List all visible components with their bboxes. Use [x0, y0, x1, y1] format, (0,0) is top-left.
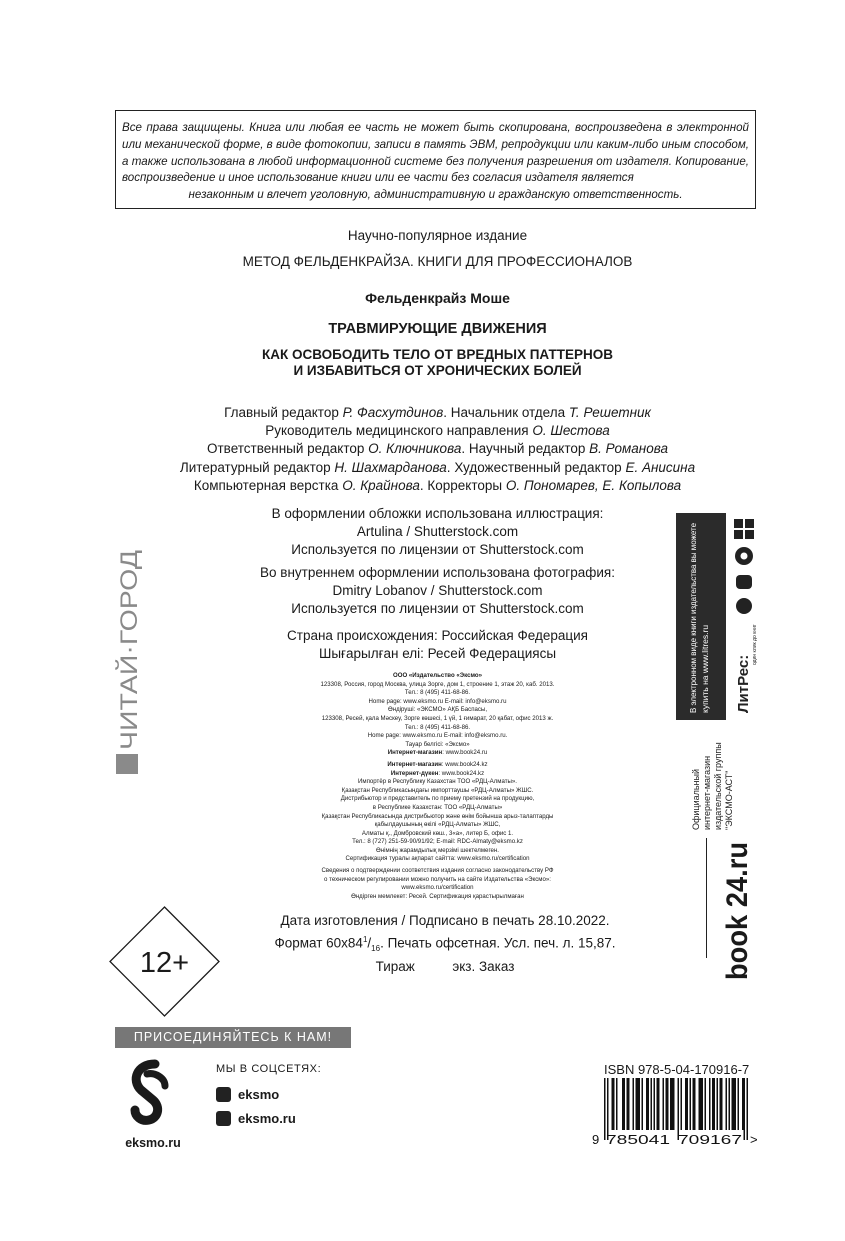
isbn: ISBN 978-5-04-170916-7	[604, 1062, 750, 1077]
age-rating-text: 12+	[139, 947, 190, 979]
barcode-bar	[658, 1078, 660, 1130]
litres-text-2: купить на www.litres.ru	[700, 624, 710, 713]
barcode-digits-2: 709167	[678, 1132, 742, 1146]
book-subtitle	[0, 347, 845, 379]
barcode-bar	[699, 1078, 701, 1130]
imprint-line: Home page: www.eksmo.ru E-mail: info@eksmo.ru.	[367, 732, 508, 740]
book24-logo	[715, 838, 755, 988]
barcode-bar	[690, 1078, 692, 1130]
shop-line	[250, 761, 625, 770]
barcode-bar	[735, 1078, 737, 1130]
barcode-bar	[624, 1078, 626, 1130]
imprint-line: 123308, Ресей, қала Мәскеу, Зорге көшесі, 1 үй, 1 ғимарат, 20 қабат, офис 2013 ж.	[321, 714, 554, 722]
illustration-line: Во внутреннем оформлении использована фотография:	[260, 564, 615, 580]
imprint-line: Home page: www.eksmo.ru E-mail: info@eksmo.ru	[368, 697, 507, 705]
barcode-bar	[654, 1078, 656, 1130]
social-ok[interactable]	[216, 1111, 296, 1126]
barcode-bar	[636, 1078, 638, 1130]
imprint-line: Сертификация туралы ақпарат сайтта: www.eksmo.ru/certification	[345, 855, 530, 863]
rights-text: Все права защищены. Книга или любая ее часть не может быть скопирована, воспроизведена в электронной или механической форме, в виде фотокопии, записи в память ЭВМ, репродукции или каким-либо иным способом, а также использована в любой информационной системе без получения разрешения от издателя. Копирование, воспроизведение и иное использование книги или ее части без согласия издателя является	[122, 121, 749, 185]
imprint-line: Алматы қ., Домбровский көш., 3«а», литер Б, офис 1.	[361, 829, 514, 837]
imprint-line: Өндірген мемлекет: Ресей. Сертификация қарастырылмаған	[351, 892, 524, 900]
barcode-bar	[612, 1078, 614, 1130]
shop-line	[250, 749, 625, 758]
barcode-bar	[720, 1078, 722, 1130]
barcode-bar	[670, 1078, 672, 1130]
credit-label: Литературный редактор	[179, 459, 331, 475]
book-title: ТРАВМИРУЮЩИЕ ДВИЖЕНИЯ	[328, 321, 547, 337]
credit-person: Р. Фасхутдинов	[342, 405, 444, 420]
barcode-bar	[628, 1078, 630, 1130]
credit-label: Начальник отдела	[450, 405, 566, 420]
chitai-mark	[116, 754, 138, 774]
official-shop-text	[687, 742, 747, 832]
credit-label: Корректоры	[427, 477, 503, 493]
official-line: "ЭКСМО-АСТ"	[724, 770, 734, 830]
barcode-bar	[663, 1078, 665, 1130]
imprint-line: 123308, Россия, город Москва, улица Зорге, дом 1, строение 1, этаж 20, каб. 2013.	[320, 680, 555, 688]
imprint-line: қабылдаушының өкілі «РДЦ-Алматы» ЖШС,	[374, 821, 501, 829]
illustration-line: Artulina / Shutterstock.com	[356, 524, 519, 540]
barcode-bar	[648, 1078, 650, 1130]
imprint-line: Тел.: 8 (727) 251-59-90/91/92; E-mail: RDC-Almaty@eksmo.kz	[352, 838, 523, 846]
barcode-bar	[733, 1078, 735, 1130]
credit-person: О. Ключникова	[368, 441, 462, 457]
official-line: издательской группы	[713, 742, 723, 830]
imprint-line: Сведения о подтверждении соответствия издания согласно законодательству РФ	[321, 867, 554, 875]
author-name: Фельденкрайз Моше	[365, 290, 510, 306]
imprint-line: о техническом регулировании можно получить на сайте Издательства «Эксмо»:	[324, 875, 551, 883]
android-icon	[736, 575, 752, 589]
credit-line: Ответственный редактор О. Ключникова. Научный редактор В. Романова	[207, 441, 668, 457]
chitai-gorod-logo	[112, 548, 142, 778]
ok-icon	[216, 1111, 231, 1126]
barcode-bar	[642, 1078, 644, 1130]
barcode-bar	[709, 1078, 711, 1130]
format-suffix: . Печать офсетная. Усл. печ. л. 15,87.	[380, 935, 616, 950]
barcode-bar	[744, 1078, 746, 1140]
shop-line	[250, 770, 625, 779]
barcode-bar	[646, 1078, 648, 1130]
barcode-bar	[700, 1078, 702, 1130]
barcode-bar	[721, 1078, 723, 1130]
imprint-line: Импортёр в Республику Казахстан ТОО «РДЦ-Алматы».	[358, 778, 517, 786]
barcode-bar	[604, 1078, 606, 1140]
barcode-bar	[687, 1078, 689, 1130]
windows-icon	[734, 519, 743, 528]
barcode	[592, 1078, 762, 1146]
credit-person: В. Романова	[589, 441, 668, 457]
shop-url: : www.book24.ru	[442, 749, 488, 757]
shop-label: Интернет-магазин	[387, 749, 443, 757]
age-rating-badge	[109, 906, 220, 1017]
credit-person: Т. Решетник	[568, 405, 651, 420]
barcode-bar	[747, 1078, 749, 1140]
barcode-bar	[666, 1078, 668, 1130]
barcode-bar	[717, 1078, 719, 1130]
format-prefix: Формат 60x84	[274, 935, 363, 950]
barcode-bars	[604, 1078, 748, 1140]
apple-icon	[736, 598, 752, 614]
subtitle-line: КАК ОСВОБОДИТЬ ТЕЛО ОТ ВРЕДНЫХ ПАТТЕРНОВ	[261, 347, 614, 362]
barcode-bar	[732, 1078, 734, 1130]
litres-block	[676, 513, 758, 720]
barcode-bar	[673, 1078, 675, 1130]
shop-label: Интернет-дүкен	[390, 769, 439, 777]
credit-label: Главный редактор	[224, 405, 339, 420]
illustration-credits	[150, 505, 725, 618]
origin-line: Шығарылған елі: Ресей Федерациясы	[318, 646, 557, 662]
barcode-bar	[712, 1078, 714, 1130]
barcode-bar	[738, 1078, 740, 1130]
imprint-line: www.eksmo.ru/certification	[401, 884, 474, 892]
series-title: МЕТОД ФЕЛЬДЕНКРАЙЗА. КНИГИ ДЛЯ ПРОФЕССИОНАЛОВ	[242, 254, 633, 269]
imprint-line: Қазақстан Республикасындағы импорттаушы «РДЦ-Алматы» ЖШС.	[341, 786, 534, 794]
subtitle-line: И ИЗБАВИТЬСЯ ОТ ХРОНИЧЕСКИХ БОЛЕЙ	[293, 363, 582, 378]
vk-icon	[216, 1087, 231, 1102]
shop-label: Интернет-магазин	[387, 760, 442, 768]
barcode-bar	[622, 1078, 624, 1130]
credit-person: О. Шестова	[532, 423, 610, 439]
imprint-line: Өндіруші: «ЭКСМО» АҚБ Баспасы,	[387, 706, 488, 714]
format-line: Формат $60x84^1/_{16}$. Печать офсетная. Усл. печ. л. 15,87.	[274, 934, 616, 953]
barcode-bar	[681, 1078, 683, 1130]
ok-label: eksmo.ru	[238, 1111, 296, 1126]
format-sup: 1	[362, 934, 368, 944]
barcode-bar	[633, 1078, 635, 1130]
illustration-line: Dmitry Lobanov / Shutterstock.com	[332, 582, 543, 598]
barcode-digits-1: 785041	[606, 1132, 670, 1146]
credit-label: Научный редактор	[468, 441, 586, 457]
barcode-bar	[651, 1078, 653, 1130]
illustration-line: Используется по лицензии от Shutterstock.com	[291, 542, 584, 558]
social-vk[interactable]	[216, 1087, 279, 1102]
book24-text: book 24.ru	[721, 838, 754, 980]
illustration-line: В оформлении обложки использована иллюстрация:	[271, 506, 604, 521]
imprint-lines	[250, 867, 625, 901]
barcode-bar	[729, 1078, 731, 1130]
publisher-name	[250, 672, 625, 681]
barcode-bar	[693, 1078, 695, 1130]
chitai-gorod-text: ЧИТАЙ·ГОРОД	[116, 581, 142, 750]
barcode-bar	[702, 1078, 704, 1130]
credit-line: Главный редактор Р. Фасхутдинов. Начальник отдела Т. Решетник	[224, 405, 651, 420]
illustration-line: Используется по лицензии от Shutterstock.com	[291, 601, 584, 617]
barcode-bar	[607, 1078, 609, 1140]
credit-label: Компьютерная верстка	[193, 477, 339, 493]
credit-label: Ответственный редактор	[207, 441, 365, 457]
credit-person: О. Пономарев, Е. Копылова	[505, 477, 682, 493]
barcode-end: >	[750, 1132, 758, 1146]
shop-url: : www.book24.kz	[441, 760, 488, 768]
barcode-bar	[613, 1078, 615, 1130]
litres-tagline: один клик до книг	[752, 624, 758, 665]
imprint-line: Тауар белгісі: «Эксмо»	[405, 740, 470, 748]
barcode-bar	[616, 1078, 618, 1130]
imprint-line: Қазақстан Республикасында дистрибьютор және өнім бойынша арыз-талаптарды	[321, 812, 554, 820]
barcode-bar	[672, 1078, 674, 1130]
barcode-bar	[667, 1078, 669, 1130]
eksmo-url[interactable]: eksmo.ru	[125, 1136, 181, 1150]
rights-notice	[115, 110, 756, 209]
barcode-bar	[694, 1078, 696, 1130]
format-sub: 16	[371, 943, 381, 953]
shop-url: : www.book24.kz	[438, 769, 485, 777]
credit-label: Руководитель медицинского направления	[265, 423, 529, 439]
credit-line: Литературный редактор Н. Шахмарданова. Художественный редактор Е. Анисина	[179, 459, 696, 475]
imprint-line: Тел.: 8 (495) 411-68-86.	[404, 723, 471, 731]
barcode-bar	[657, 1078, 659, 1130]
credit-line	[120, 422, 755, 440]
barcode-bar	[714, 1078, 716, 1130]
date-line: Дата изготовления / Подписано в печать 28.10.2022.	[280, 913, 610, 928]
barcode-bar	[639, 1078, 641, 1130]
barcode-digit-first: 9	[592, 1132, 600, 1146]
litres-text-1: В электронном виде книги издательства вы можете	[689, 521, 698, 713]
barcode-bar	[742, 1078, 744, 1130]
imprint-line: в Республике Казахстан: ТОО «РДЦ-Алматы»	[372, 803, 503, 811]
barcode-bar	[726, 1078, 728, 1130]
vk-label: eksmo	[238, 1087, 280, 1102]
genre-label: Научно-популярное издание	[347, 228, 528, 243]
rights-last-line: незаконным и влечет уголовную, административную и гражданскую ответственность.	[188, 188, 683, 202]
imprint-lines	[250, 778, 625, 864]
social-heading: МЫ В СОЦСЕТЯХ:	[216, 1063, 322, 1075]
divider-line	[706, 838, 707, 958]
circulation-line: Тираж экз. Заказ	[375, 959, 515, 975]
credit-person: Е. Анисина	[625, 459, 696, 475]
editors-credits	[120, 404, 755, 495]
credit-person: О. Крайнова	[342, 477, 420, 493]
imprint-line: Дистрибьютор и представитель по приему претензий на продукцию,	[340, 795, 535, 803]
barcode-bar	[627, 1078, 629, 1130]
eksmo-logo	[125, 1058, 175, 1128]
publisher-bold: ООО «Издательство «Эксмо»	[392, 672, 483, 679]
imprint-block	[250, 672, 625, 901]
barcode-bar	[685, 1078, 687, 1130]
barcode-bar	[678, 1078, 680, 1140]
join-us-banner: ПРИСОЕДИНЯЙТЕСЬ К НАМ!	[115, 1027, 351, 1048]
credit-person: Н. Шахмарданова	[334, 459, 447, 475]
official-line: Официальный	[691, 768, 701, 830]
official-line: интернет-магазин	[702, 755, 712, 830]
print-details	[240, 912, 650, 977]
imprint-lines	[250, 681, 625, 750]
barcode-bar	[705, 1078, 707, 1130]
credit-line: Компьютерная верстка О. Крайнова. Корректоры О. Пономарев, Е. Копылова	[193, 477, 682, 493]
litres-logo: ЛитРес:	[735, 654, 752, 713]
credit-label: Художественный редактор	[454, 459, 622, 475]
imprint-line: Өнімнің жарамдылық мерзімі шектелмеген.	[376, 846, 499, 854]
imprint-line: Тел.: 8 (495) 411-68-86.	[404, 689, 471, 697]
origin-line: Страна происхождения: Российская Федерация	[287, 628, 588, 643]
country-of-origin	[150, 627, 725, 663]
barcode-bar	[637, 1078, 639, 1130]
